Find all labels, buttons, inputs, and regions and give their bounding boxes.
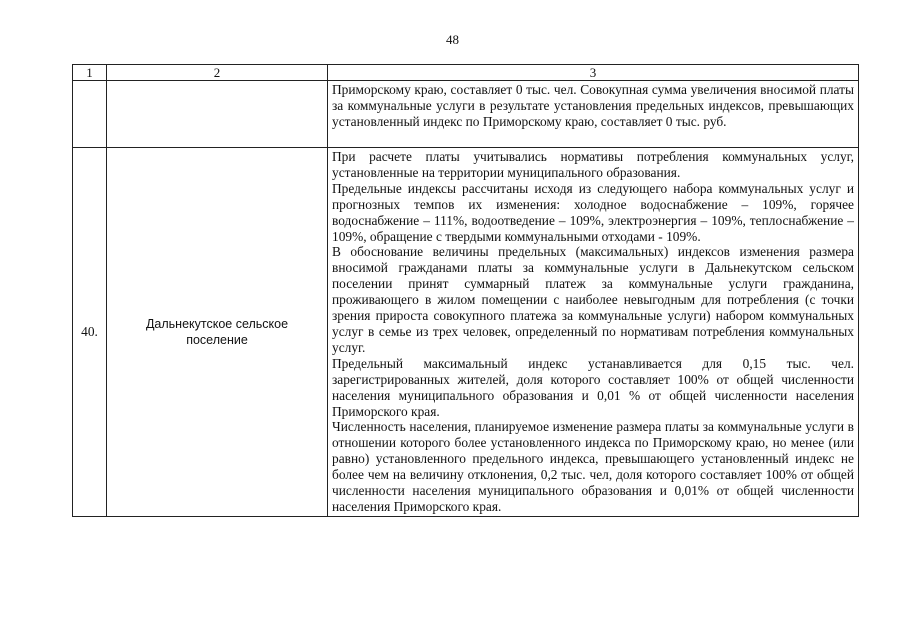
document-table xyxy=(72,64,859,517)
description-paragraph: Приморскому краю, составляет 0 тыс. чел. Совокупная сумма увеличения вносимой платы за коммунальные услуги в результате установления предельных индексов, превышающих установленный индекс по Приморскому краю, составляет 0 тыс. руб. xyxy=(332,82,854,129)
description-paragraph: При расчете платы учитывались нормативы потребления коммунальных услуг, установленные на территории муниципального образования. xyxy=(332,149,854,180)
row-number-cell: 40. xyxy=(73,148,107,517)
description-paragraph: Предельный максимальный индекс устанавливается для 0,15 тыс. чел. зарегистрированных жителей, доля которого составляет 100% от общей численности населения муниципального образования и 0,01 % от общей численности населения Приморского края. xyxy=(332,355,854,419)
description-cell xyxy=(328,81,859,148)
table-header-row xyxy=(73,65,859,81)
description-cell xyxy=(328,148,859,517)
table-row-40 xyxy=(73,148,859,517)
settlement-name-cell: Дальнекутское сельское поселение xyxy=(107,148,328,517)
row-number-cell xyxy=(73,81,107,148)
header-col-3: 3 xyxy=(328,65,859,81)
header-col-1: 1 xyxy=(73,65,107,81)
page-number: 48 xyxy=(446,32,459,47)
description-paragraph: Предельные индексы рассчитаны исходя из следующего набора коммунальных услуг и прогнозных темпов их изменения: холодное водоснабжение – 109%, горячее водоснабжение – 111%, водоотведение – 109%, электроэнергия – 109%, теплоснабжение – 109%, обращение с твердыми коммунальными отходами - 109%. xyxy=(332,180,854,244)
table-row-continuation xyxy=(73,81,859,148)
header-col-2: 2 xyxy=(107,65,328,81)
settlement-name-cell xyxy=(107,81,328,148)
description-paragraph: В обоснование величины предельных (максимальных) индексов изменения размера вносимой гражданами платы за коммунальные услуги в Дальнекутском сельском поселении принят суммарный платеж за коммунальные услуги гражданина, проживающего в жилом помещении с наиболее невыгодным для потребления (с точки зрения прироста совокупного платежа за коммунальные услуги) набором коммунальных услуг в семье из трех человек, определенный по нормативам потребления коммунальных услуг. xyxy=(332,244,854,355)
description-paragraph: Численность населения, планируемое изменение размера платы за коммунальные услуги в отношении которого более установленного индекса по Приморскому краю, но менее (или равно) установленного предельного индекса, превышающего установленный индекс не более чем на величину отклонения, 0,2 тыс. чел, доля которого составляет 100% от общей численности населения муниципального образования и 0,01% от общей численности населения Приморского края. xyxy=(332,419,854,514)
